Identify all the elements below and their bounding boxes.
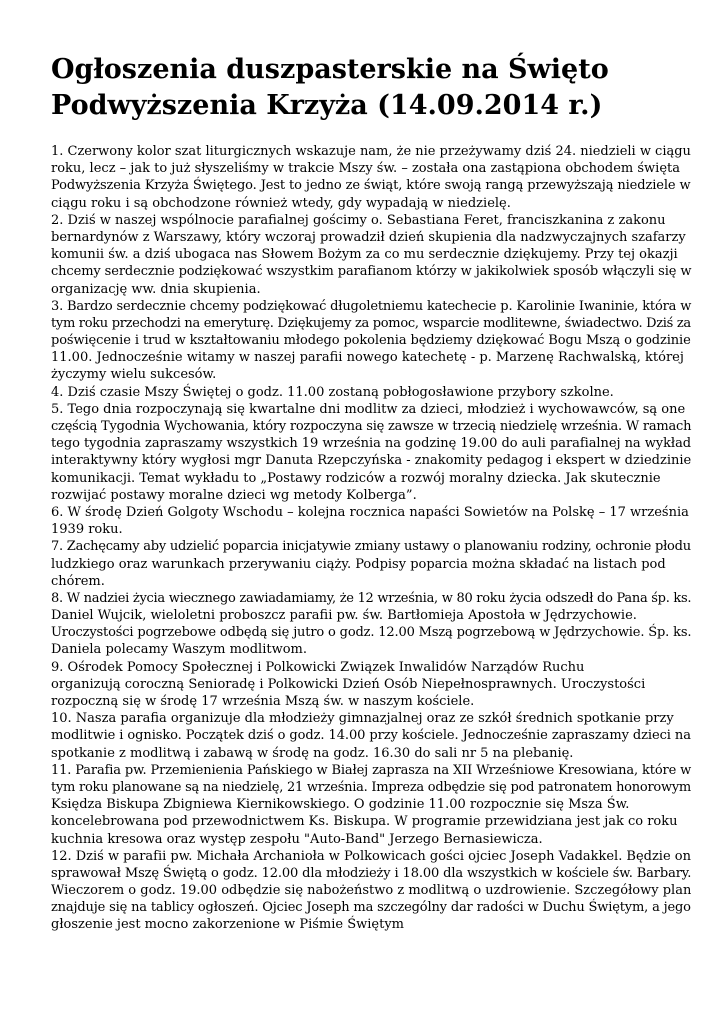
body-line: 1939 roku. xyxy=(51,522,123,538)
body-line: ciągu roku i są obchodzone również wtedy, gdy wypadają w niedzielę. xyxy=(51,195,511,211)
body-line: organizują coroczną Senioradę i Polkowicki Dzień Osób Niepełnosprawnych. Uroczystości xyxy=(51,676,646,692)
page-title xyxy=(51,52,681,124)
body-line: znajduje się na tablicy ogłoszeń. Ojciec Joseph ma szczególny dar radości w Duchu Świętym, a jego xyxy=(51,900,691,916)
body-line: Księdza Biskupa Zbigniewa Kiernikowskiego. O godzinie 11.00 rozpocznie się Msza Św. xyxy=(51,797,630,813)
body-line: organizację ww. dnia skupienia. xyxy=(51,281,261,297)
body-line: Wieczorem o godz. 19.00 odbędzie się nabożeństwo z modlitwą o uzdrowienie. Szczegółowy plan xyxy=(51,883,692,899)
body-line: roku, lecz – jak to już słyszeliśmy w trakcie Mszy św. – została ona zastąpiona obchodem święta xyxy=(51,161,680,177)
body-line: komunii św. a dziś ubogaca nas Słowem Bożym za co mu serdecznie dziękujemy. Przy tej okazji xyxy=(51,247,678,263)
body-line: sprawował Mszę Świętą o godz. 12.00 dla młodzieży i 18.00 dla wszystkich w kościele św. Barbary. xyxy=(51,865,692,881)
title-line: Ogłoszenia duszpasterskie na Święto xyxy=(51,54,609,85)
body-line: ludzkiego oraz warunkach przerywaniu ciąży. Podpisy poparcia można składać na listach pod xyxy=(51,556,666,572)
body-line: kuchnia kresowa oraz występ zespołu "Auto-Band" Jerzego Bernasiewicza. xyxy=(51,831,543,847)
body-line: częścią Tygodnia Wychowania, który rozpoczyna się zawsze w trzecią niedzielę września. W ramach xyxy=(51,419,692,434)
body-line: Uroczystości pogrzebowe odbędą się jutro o godz. 12.00 Mszą pogrzebową w Jędrzychowie. Śp. ks. xyxy=(51,625,692,641)
body-line: tym roku przechodzi na emeryturę. Dziękujemy za pomoc, wsparcie modlitewne, świadectwo. Dziś za xyxy=(51,315,691,331)
body-line: 2. Dziś w naszej wspólnocie parafialnej gościmy o. Sebastiana Feret, franciszkanina z zakonu xyxy=(51,212,666,228)
body-line: chórem. xyxy=(51,573,105,589)
body-line: bernardynów z Warszawy, który wczoraj prowadził dzień skupienia dla nadzwyczajnych szafarzy xyxy=(51,229,686,245)
body-line: tym roku planowane są na niedzielę, 21 września. Impreza odbędzie się pod patronatem honorowym xyxy=(51,779,692,795)
body-line: chcemy serdecznie podziękować wszystkim parafianom którzy w jakikolwiek sposób włączyli się w xyxy=(51,264,692,280)
body-line: interaktywny który wygłosi mgr Danuta Rzepczyńska - znakomity pedagog i ekspert w dziedzinie xyxy=(51,453,692,469)
body-line: 11.00. Jednocześnie witamy w naszej parafii nowego katechetę - p. Marzenę Rachwalską, której xyxy=(51,350,684,366)
announcements-body xyxy=(51,143,691,934)
body-line: głoszenie jest mocno zakorzenione w Piśmie Świętym xyxy=(51,917,404,933)
body-line: 1. Czerwony kolor szat liturgicznych wskazuje nam, że nie przeżywamy dziś 24. niedzieli w ciągu xyxy=(51,144,691,159)
body-line: 8. W nadziei życia wiecznego zawiadamiamy, że 12 września, w 80 roku życia odszedł do Pana śp. ks. xyxy=(51,590,692,606)
body-line: komunikacji. Temat wykładu to „Postawy rodziców a rozwój moralny dziecka. Jak skutecznie xyxy=(51,470,661,486)
body-line: spotkanie z modlitwą i zabawą w środę na godz. 16.30 do sali nr 5 na plebanię. xyxy=(51,745,574,761)
body-line: 7. Zachęcamy aby udzielić poparcia inicjatywie zmiany ustawy o planowaniu rodziny, ochronie płodu xyxy=(51,539,691,555)
body-line: rozwijać postawy moralne dzieci wg metody Kolberga”. xyxy=(51,487,417,503)
body-line: poświęcenie i trud w kształtowaniu młodego pokolenia będziemy dziękować Bogu Mszą o godzinie xyxy=(51,333,691,349)
body-line: modlitwie i ognisko. Początek dziś o godz. 14.00 przy kościele. Jednocześnie zapraszamy dzieci na xyxy=(51,728,691,744)
body-line: 9. Ośrodek Pomocy Społecznej i Polkowicki Związek Inwalidów Narządów Ruchu xyxy=(51,659,585,675)
body-line: tego tygodnia zapraszamy wszystkich 19 września na godzinę 19.00 do auli parafialnej na wykład xyxy=(51,436,692,452)
body-line: Daniela polecamy Waszym modlitwom. xyxy=(51,642,308,658)
body-line: Podwyższenia Krzyża Świętego. Jest to jedno ze świąt, które swoją rangą przewyższają niedziele w xyxy=(51,178,691,194)
body-line: Daniel Wujcik, wieloletni proboszcz parafii pw. św. Bartłomieja Apostoła w Jędrzychowie. xyxy=(51,608,637,624)
body-line: 4. Dziś czasie Mszy Świętej o godz. 11.00 zostaną pobłogosławione przybory szkolne. xyxy=(51,384,614,400)
body-line: 10. Nasza parafia organizuje dla młodzieży gimnazjalnej oraz ze szkół średnich spotkanie przy xyxy=(51,711,674,727)
body-line: 12. Dziś w parafii pw. Michała Archanioła w Polkowicach gości ojciec Joseph Vadakkel. Będzie on xyxy=(51,848,691,864)
body-line: 6. W środę Dzień Golgoty Wschodu – kolejna rocznica napaści Sowietów na Polskę – 17 września xyxy=(51,504,689,520)
title-line: Podwyższenia Krzyża (14.09.2014 r.) xyxy=(51,90,603,121)
body-line: 3. Bardzo serdecznie chcemy podziękować długoletniemu katechecie p. Karolinie Iwaninie, która w xyxy=(51,298,692,314)
body-line: 11. Parafia pw. Przemienienia Pańskiego w Białej zaprasza na XII Wrześniowe Kresowiana, które w xyxy=(51,762,692,778)
body-line: koncelebrowana pod przewodnictwem Ks. Biskupa. W programie przewidziana jest jak co roku xyxy=(51,814,678,830)
body-line: rozpoczną się w środę 17 września Mszą św. w naszym kościele. xyxy=(51,694,475,709)
body-line: 5. Tego dnia rozpoczynają się kwartalne dni modlitw za dzieci, młodzież i wychowawców, są one xyxy=(51,401,686,417)
body-line: życzymy wielu sukcesów. xyxy=(51,367,217,383)
